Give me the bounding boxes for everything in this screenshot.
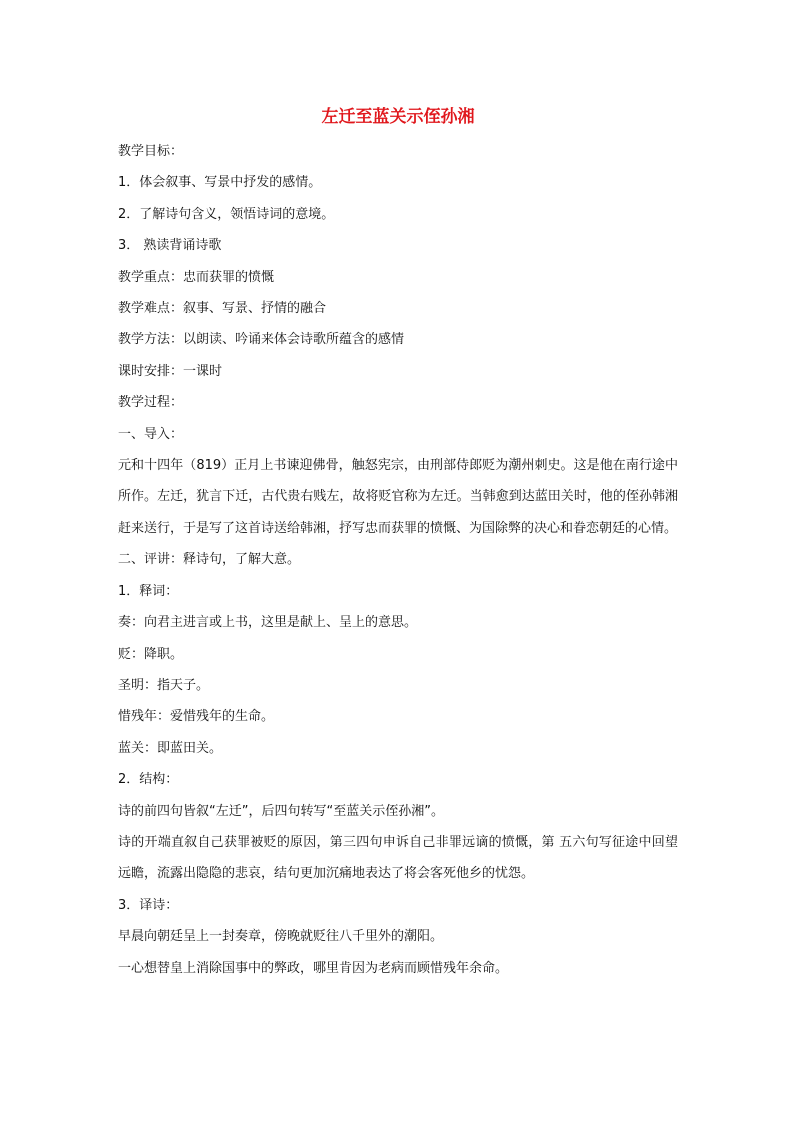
structure-heading: 2．结构：: [118, 772, 179, 788]
section-commentary-heading: 二、评讲：释诗句，了解大意。: [118, 552, 301, 568]
teaching-focus: 教学重点：忠而获罪的愤慨: [118, 269, 275, 285]
glossary-item: 惜残年：爱惜残年的生命。: [118, 709, 275, 725]
objective-item-3: 3． 熟读背诵诗歌: [118, 238, 222, 254]
section-process-heading: 教学过程：: [118, 395, 184, 411]
section-intro-heading: 一、导入：: [118, 426, 184, 442]
teaching-method: 教学方法：以朗读、吟诵来体会诗歌所蕴含的感情: [118, 332, 405, 348]
translation-line: 一心想替皇上消除国事中的弊政，哪里肯因为老病而顾惜残年余命。: [118, 960, 509, 976]
class-schedule: 课时安排：一课时: [118, 363, 223, 379]
structure-paragraph: 诗的开端直叙自己获罪被贬的原因，第三四句申诉自己非罪远谪的愤慨，第 五六句写征途中回望远瞻，流露出隐隐的悲哀，结句更加沉痛地表达了将会客死他乡的忧怨。: [118, 834, 678, 882]
objective-item-2: 2．了解诗句含义，领悟诗词的意境。: [118, 206, 335, 222]
translation-line: 早晨向朝廷呈上一封奏章，傍晚就贬往八千里外的潮阳。: [118, 929, 444, 945]
document-page: [118, 100, 678, 984]
translation-heading: 3．译诗：: [118, 897, 179, 913]
glossary-heading: 1．释词：: [118, 583, 179, 599]
glossary-item: 蓝关：即蓝田关。: [118, 740, 223, 756]
document-title: 左迁至蓝关示侄孙湘: [321, 107, 475, 127]
glossary-item: 圣明：指天子。: [118, 677, 210, 693]
section-objectives-heading: 教学目标：: [118, 144, 184, 159]
glossary-item: 奏：向君主进言或上书，这里是献上、呈上的意思。: [118, 615, 418, 631]
objective-item-1: 1．体会叙事、写景中抒发的感情。: [118, 175, 322, 191]
glossary-item: 贬：降职。: [118, 646, 184, 662]
teaching-difficulty: 教学难点：叙事、写景、抒情的融合: [118, 301, 327, 317]
intro-paragraph: 元和十四年（819）正月上书谏迎佛骨，触怒宪宗，由刑部侍郎贬为潮州刺史。这是他在南行途中所作。左迁，犹言下迁，古代贵右贱左，故将贬官称为左迁。当韩愈到达蓝田关时，他的侄孙韩湘赶来送行，于是写了这首诗送给韩湘，抒写忠而获罪的愤慨、为国除弊的决心和眷恋朝廷的心情。: [118, 458, 678, 536]
structure-summary: 诗的前四句皆叙“左迁”，后四句转写“至蓝关示侄孙湘”。: [118, 803, 444, 819]
